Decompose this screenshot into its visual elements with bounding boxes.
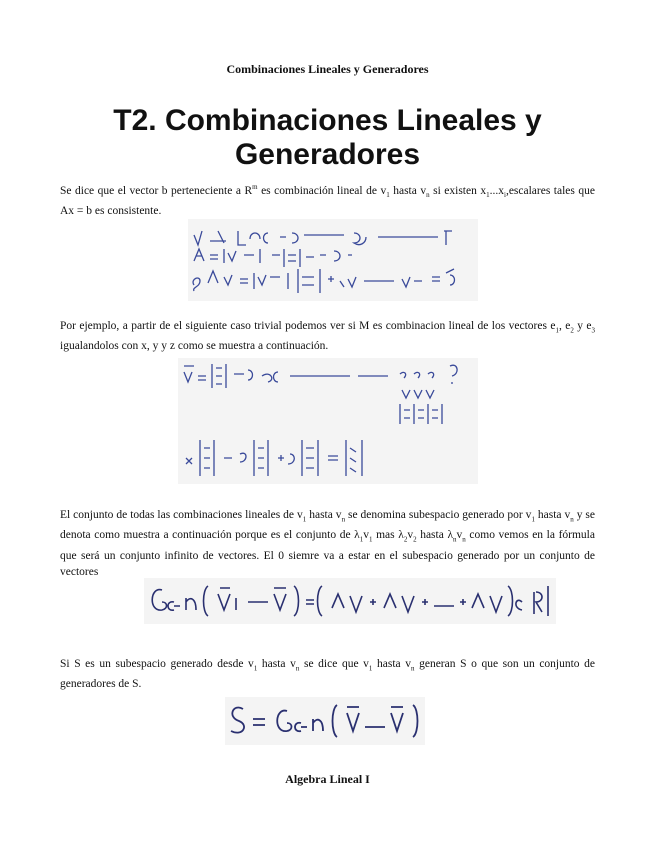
page-footer: Algebra Lineal I (285, 772, 370, 786)
handwritten-formula-1 (188, 219, 478, 301)
paragraph-generated-subspace: El conjunto de todas las combinaciones lineales de $v_1$ hasta $v_n$ se denomina subespacio generado por $v_1$ hasta $v_n$ y se denota como muestra a continuación porque es el conjunto de $\lambda_1v_1$ mas $\lambda_2v_2$ hasta $\lambda_nv_n$ como vemos en la fórmula que será un conjunto infinito de vectores. El 0 siemre va a estar en el subespacio generado por un conjunto de vectores (60, 509, 595, 578)
paragraph-generators: Si S es un subespacio generado desde $v_1$ hasta $v_n$ se dice que $v_1$ hasta $v_n$ generan S o que son un conjunto de generadores de S. (60, 658, 596, 691)
page-header: Combinaciones Lineales y Generadores (226, 62, 429, 76)
handwritten-formula-4 (225, 697, 425, 745)
paragraph-example: Por ejemplo, a partir de el siguiente caso trivial podemos ver si M es combinacion lineal de los vectores $e_1$, $e_2$ y $e_3$ igualandolos con x, y y z como se muestra a continuación. (60, 320, 596, 353)
paragraph-definition: Se dice que el vector b perteneciente a $R^m$ es combinación lineal de $v_1$ hasta $v_n$ si existen $x_1...x_i,escalares$ tales que Ax = b es consistente. (60, 183, 595, 218)
handwritten-formula-3 (144, 578, 556, 624)
handwritten-formula-2 (178, 358, 478, 484)
page-title: T2. Combinaciones Lineales y Generadores (113, 104, 542, 171)
